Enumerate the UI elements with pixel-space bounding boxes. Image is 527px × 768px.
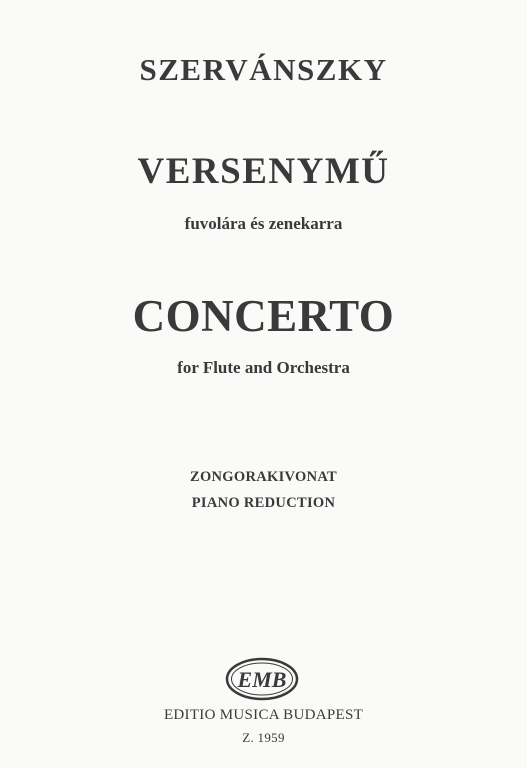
emb-logo-text: EMB — [237, 667, 287, 692]
emb-logo-icon — [225, 657, 299, 701]
edition-type-english: PIANO REDUCTION — [191, 495, 336, 511]
composer-name: SZERVÁNSZKY — [139, 52, 388, 87]
edition-type-hungarian: ZONGORAKIVONAT — [189, 469, 338, 485]
publisher-name: EDITIO MUSICA BUDAPEST — [163, 707, 364, 723]
title-hungarian: VERSENYMŰ — [137, 151, 390, 192]
subtitle-english: for Flute and Orchestra — [177, 358, 350, 377]
catalog-number: Z. 1959 — [242, 730, 285, 745]
title-english: CONCERTO — [132, 291, 395, 341]
subtitle-hungarian: fuvolára és zenekarra — [184, 214, 343, 233]
